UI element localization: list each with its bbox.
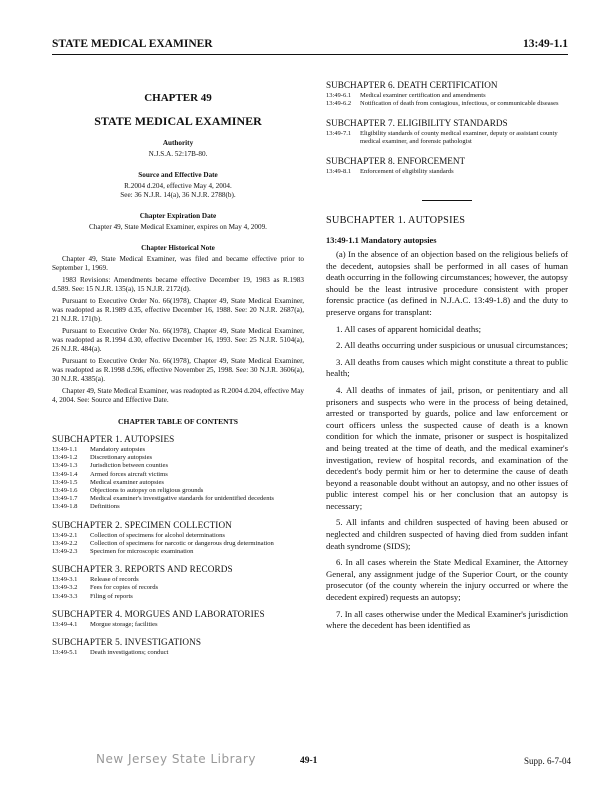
toc-entry: 13:49-1.3 Jurisdiction between counties: [52, 462, 169, 470]
list-item: 2. All deaths occurring under suspicious or unusual circumstances;: [336, 340, 568, 351]
toc-list: [52, 532, 304, 557]
toc-list: [52, 446, 304, 512]
toc-subchapter-heading: SUBCHAPTER 4. MORGUES AND LABORATORIES: [52, 608, 265, 619]
page-number: 49-1: [300, 756, 318, 766]
expiration-text: Chapter 49, State Medical Examiner, expires on May 4, 2009.: [89, 223, 267, 231]
toc-list: [52, 649, 304, 657]
history-note: Pursuant to Executive Order No. 66(1978), Chapter 49, State Medical Examiner, was readopted as R.1998 d.596, effective November 25, 1998. See: 30 N.J.R. 3606(a), 30 N.J.R. 4385(a).: [52, 357, 304, 383]
toc-entry: 13:49-2.2 Collection of specimens for narcotic or dangerous drug determination: [52, 539, 274, 547]
supplement-date: Supp. 6-7-04: [524, 756, 571, 766]
source-line-1: R.2004 d.204, effective May 4, 2004.: [124, 182, 232, 190]
history-note: Pursuant to Executive Order No. 66(1978), Chapter 49, State Medical Examiner, was readopted as R.1994 d.30, effective December 16, 1993. See: 25 N.J.R. 5104(a), 26 N.J.R. 484(a).: [52, 327, 304, 353]
toc-subchapter-heading: SUBCHAPTER 1. AUTOPSIES: [52, 434, 175, 444]
source-line-2: See: 36 N.J.R. 14(a), 36 N.J.R. 2788(b).: [120, 191, 236, 199]
section-heading: 13:49-1.1 Mandatory autopsies: [326, 236, 437, 245]
authority-text: N.J.S.A. 52:17B-80.: [148, 150, 208, 158]
toc-entry: 13:49-1.5 Medical examiner autopsies: [52, 478, 164, 486]
toc-list: [326, 168, 568, 176]
left-column: [52, 80, 304, 657]
toc-subchapter-heading: SUBCHAPTER 2. SPECIMEN COLLECTION: [52, 519, 232, 530]
toc-subchapter-heading: SUBCHAPTER 8. ENFORCEMENT: [326, 156, 466, 166]
header-title: STATE MEDICAL EXAMINER: [52, 38, 213, 50]
toc-entry: 13:49-6.1 Medical examiner certification and amendments: [326, 92, 486, 99]
list-item: 1. All cases of apparent homicidal deaths;: [336, 323, 481, 334]
subchapter-heading: SUBCHAPTER 1. AUTOPSIES: [326, 215, 466, 226]
section-intro: (a) In the absence of an objection based on the religious beliefs of the decedent, autopsies shall be performed in all cases of human death occurring in the following circumstances; however, the autopsy should be the least intrusive procedure consistent with proper forensic practice (as defined in N.J.A.C. 13:49-1.8) and the duty to preserve organs for transplant:: [326, 249, 568, 317]
chapter-title: STATE MEDICAL EXAMINER: [94, 114, 262, 128]
toc-list: [52, 621, 304, 629]
toc-entry: 13:49-7.1 Eligibility standards of county medical examiner, deputy or assistant county medical examiner, and forensic pathologist: [326, 130, 558, 145]
toc-subchapter-heading: SUBCHAPTER 6. DEATH CERTIFICATION: [326, 80, 498, 90]
toc-list: [326, 92, 568, 108]
toc-entry: 13:49-1.7 Medical examiner's investigative standards for unidentified decedents: [52, 495, 274, 503]
running-header: [52, 36, 568, 55]
list-item: 4. All deaths of inmates of jail, prison, or penitentiary and all prisoners and suspects who were in the process of being detained, arrested or transported by guards, police and law enforcement or court officers unless the suspected cause of death is a known condition for which the inmate, prisoner or suspect is hospitalized and being treated at the time of death, and the medical examiner's investigation, review of hospital records, and examination of the decedent's body permit him or her to determine the cause of death beyond a reasonable doubt without an autopsy, and no other issues of public interest compel his or her conclusion that an autopsy is necessary;: [326, 384, 568, 511]
authority-heading: Authority: [162, 139, 194, 147]
toc-entry: 13:49-3.1 Release of records: [52, 576, 139, 584]
toc-entry: 13:49-4.1 Morgue storage; facilities: [52, 620, 158, 628]
history-note: 1983 Revisions: Amendments became effective December 19, 1983 as R.1983 d.589. See: 15 N.J.R. 135(a), 15 N.J.R. 2172(d).: [52, 276, 304, 293]
toc-entry: 13:49-1.4 Armed forces aircraft victims: [52, 470, 168, 478]
list-item: 5. All infants and children suspected of having been abused or neglected and children suspected of having died from sudden infant death syndrome (SIDS);: [326, 517, 568, 551]
toc-entry: 13:49-8.1 Enforcement of eligibility standards: [326, 168, 454, 175]
toc-entry: 13:49-3.3 Filing of reports: [52, 592, 133, 600]
header-section-number: 13:49-1.1: [522, 38, 568, 50]
toc-entry: 13:49-2.3 Specimen for microscopic examination: [52, 548, 194, 556]
toc-entry: 13:49-1.1 Mandatory autopsies: [52, 446, 146, 453]
history-note: Chapter 49, State Medical Examiner, was readopted as R.2004 d.204, effective May 4, 2004. See: Source and Effective Date.: [52, 387, 304, 404]
history-note: Pursuant to Executive Order No. 66(1978), Chapter 49, State Medical Examiner, was readopted as R.1989 d.35, effective December 16, 1988. See: 20 N.J.R. 2687(a), 21 N.J.R. 171(b).: [52, 297, 304, 323]
toc-entry: 13:49-1.8 Definitions: [52, 503, 120, 511]
toc-list: [326, 130, 568, 146]
list-item: 6. In all cases wherein the State Medical Examiner, the Attorney General, any assignment judge of the Superior Court, or the county prosecutor (of the county wherein the injury occurred or where the decedent expired) requests an autopsy;: [326, 557, 568, 603]
history-note: Chapter 49, State Medical Examiner, was filed and became effective prior to September 1, 1969.: [52, 255, 304, 272]
toc-entry: 13:49-1.2 Discretionary autopsies: [52, 454, 153, 462]
toc-entry: 13:49-5.1 Death investigations; conduct: [52, 649, 169, 657]
toc-entry: 13:49-3.2 Fees for copies of records: [52, 584, 159, 592]
toc-subchapter-heading: SUBCHAPTER 7. ELIGIBILITY STANDARDS: [326, 118, 508, 128]
history-heading: Chapter Historical Note: [141, 244, 215, 252]
toc-entry: 13:49-2.1 Collection of specimens for alcohol determinations: [52, 531, 225, 539]
toc-entry: 13:49-6.2 Notification of death from contagious, infectious, or communicable diseases: [326, 100, 559, 107]
right-column: [326, 80, 568, 632]
section-divider: [422, 200, 472, 201]
chapter-number: CHAPTER 49: [144, 92, 212, 104]
toc-title: CHAPTER TABLE OF CONTENTS: [118, 417, 238, 426]
toc-subchapter-heading: SUBCHAPTER 5. INVESTIGATIONS: [52, 637, 202, 648]
expiration-heading: Chapter Expiration Date: [139, 212, 217, 220]
toc-subchapter-heading: SUBCHAPTER 3. REPORTS AND RECORDS: [52, 564, 233, 575]
list-item: 3. All deaths from causes which might constitute a threat to public health;: [326, 356, 568, 379]
list-item: 7. In all cases otherwise under the Medical Examiner's jurisdiction where the decedent has been identified as: [326, 608, 568, 631]
source-heading: Source and Effective Date: [138, 171, 218, 179]
library-watermark: New Jersey State Library: [96, 752, 256, 766]
toc-list: [52, 576, 304, 601]
toc-entry: 13:49-1.6 Objections to autopsy on religious grounds: [52, 487, 204, 495]
